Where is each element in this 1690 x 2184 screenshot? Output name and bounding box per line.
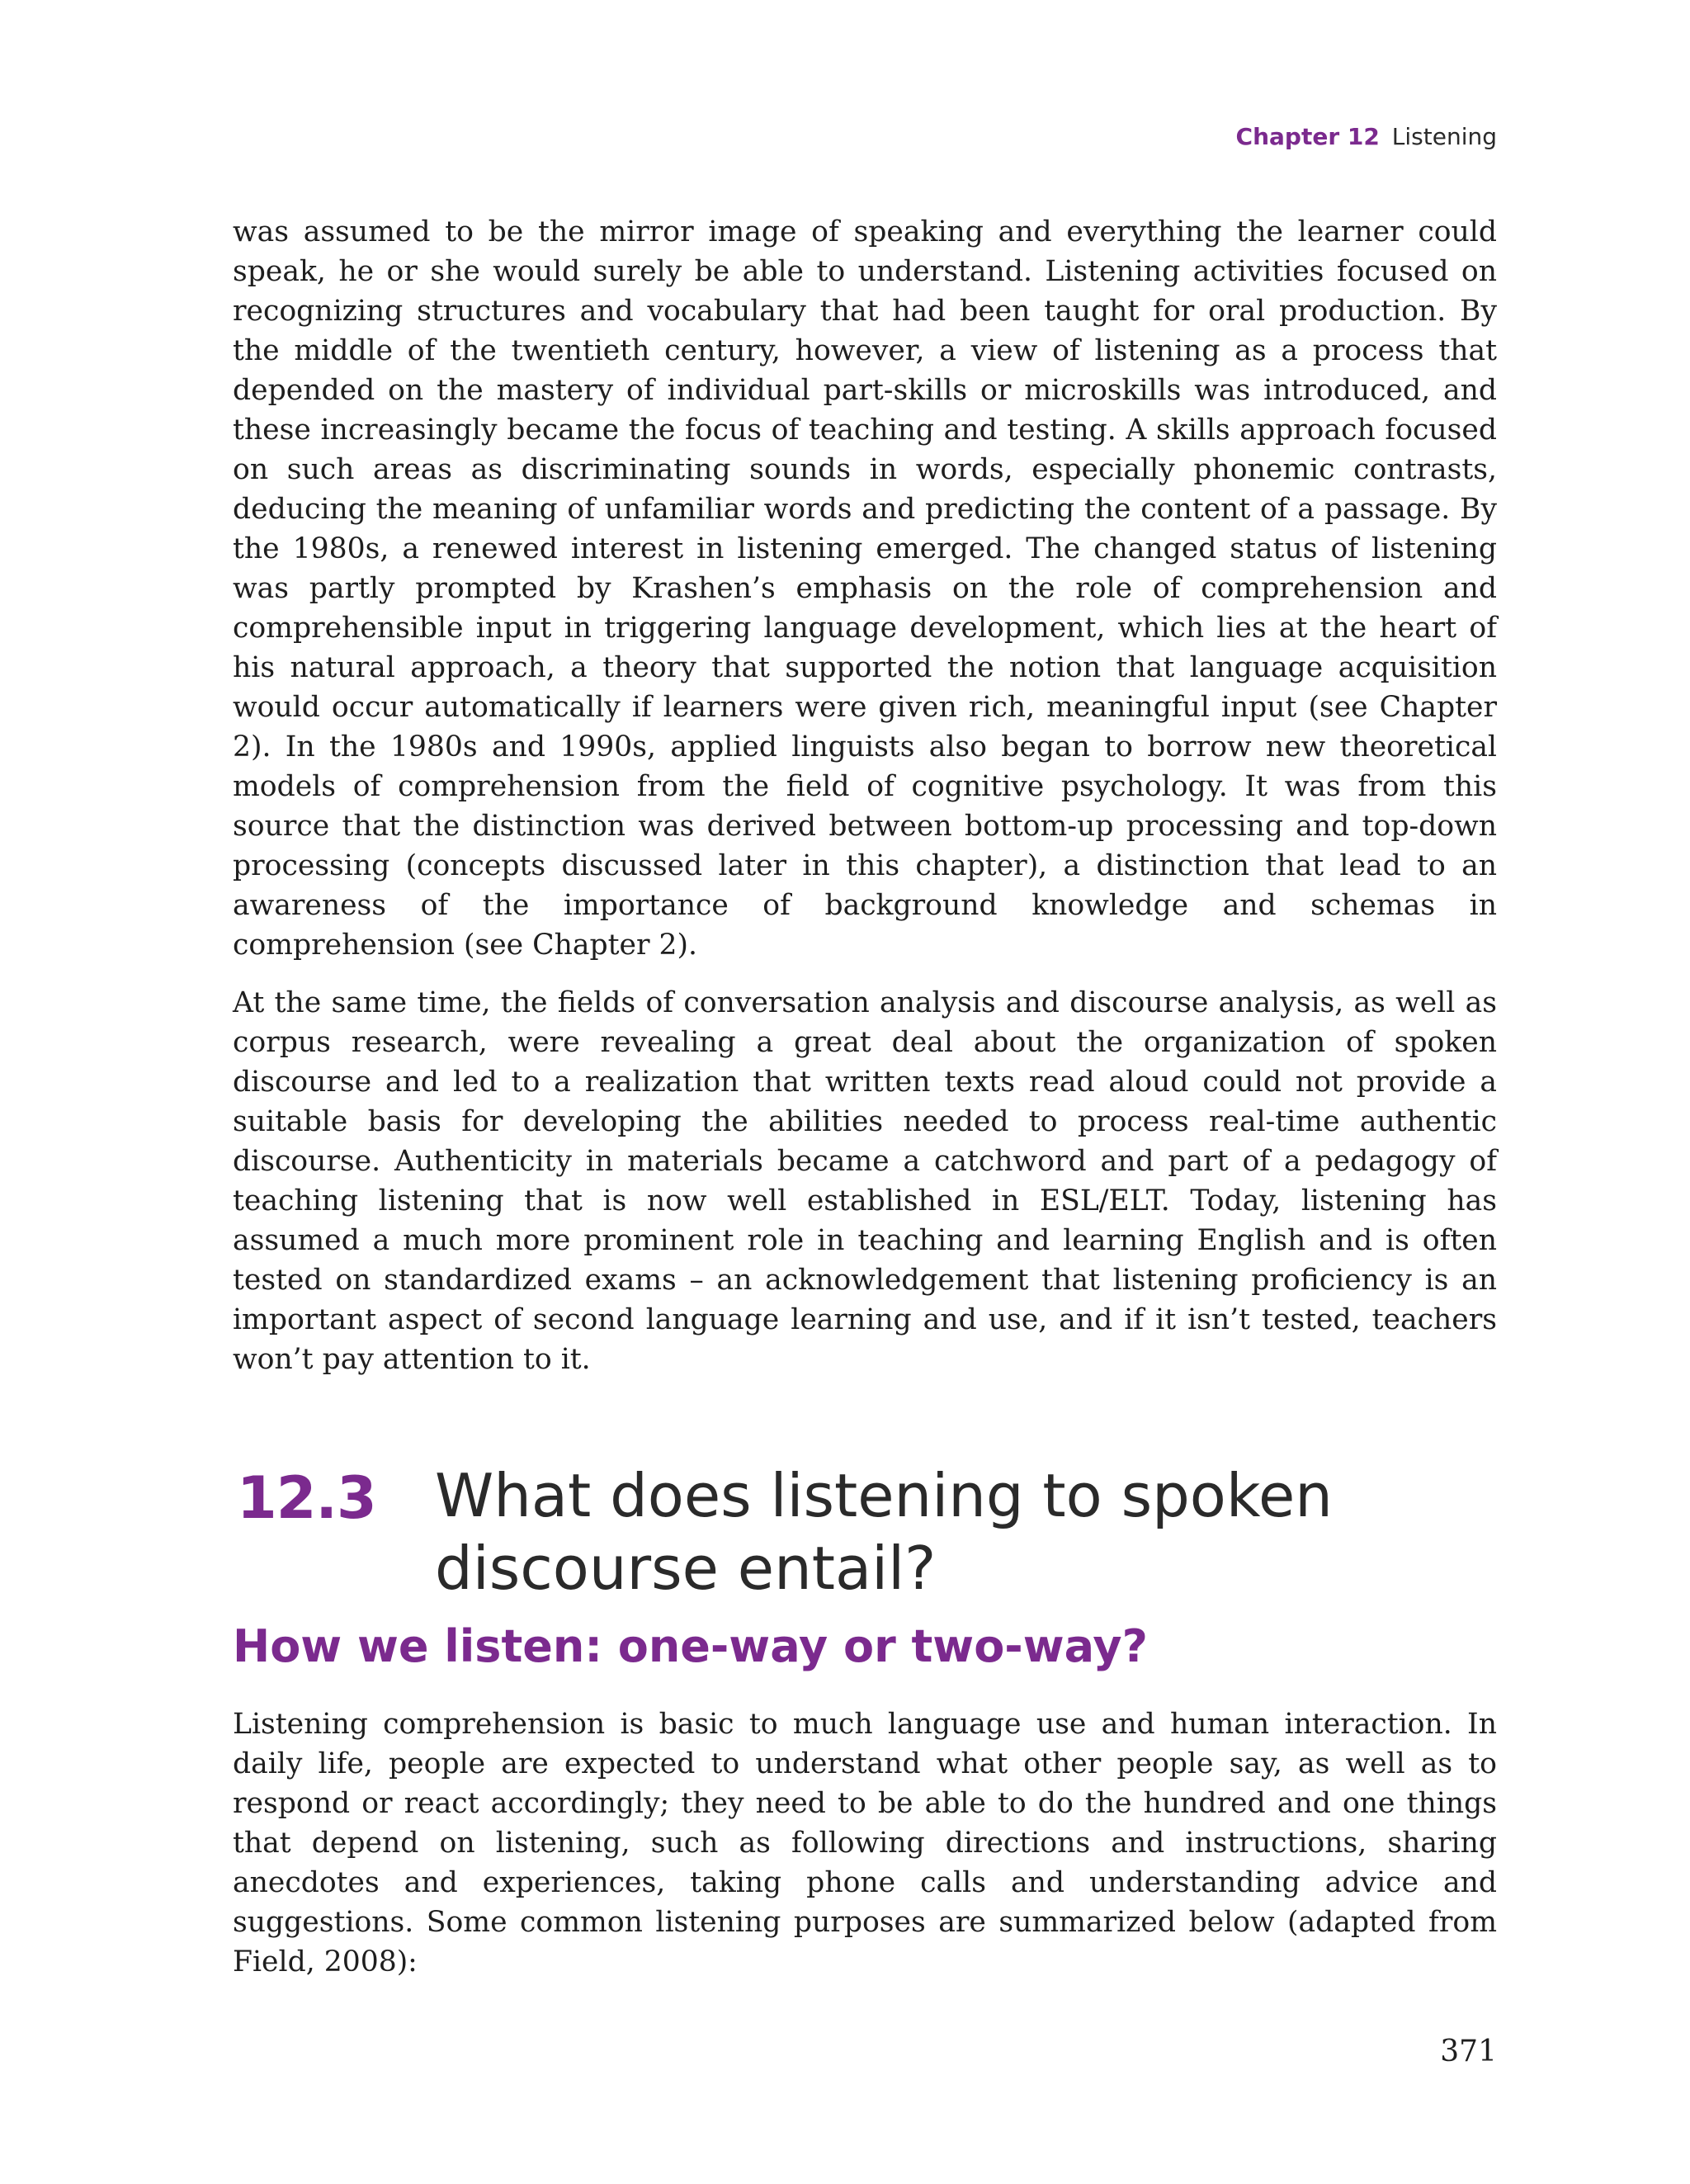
running-header	[1236, 125, 1497, 149]
page-number: 371	[1440, 2035, 1497, 2068]
section-body	[233, 1704, 1497, 1982]
section-title: What does listening to spoken discourse entail?	[435, 1461, 1333, 1603]
chapter-label: Chapter 12	[1235, 123, 1380, 150]
subheading: How we listen: one-way or two-way?	[233, 1620, 1148, 1672]
body-text	[233, 212, 1497, 1379]
section-paragraph: Listening comprehension is basic to much language use and human interaction. In daily life, people are expected to understand what other people say, as well as to respond or react accordingly; they need to be able to do the hundred and one things that depend on listening, such as following directions and instructions, sharing anecdotes and experiences, taking phone calls and understanding advice and suggestions. Some common listening purposes are summarized below (adapted from Field, 2008):	[233, 1708, 1497, 1978]
body-paragraph-2: At the same time, the fields of conversation analysis and discourse analysis, as well as corpus research, were revealing a great deal about the organization of spoken discourse and led to a realization that written texts read aloud could not provide a suitable basis for developing the abilities needed to process real-time authentic discourse. Authenticity in materials became a catchword and part of a pedagogy of teaching listening that is now well established in ESL/ELT. Today, listening has assumed a much more prominent role in teaching and learning English and is often tested on standardized exams – an acknowledgement that listening proficiency is an important aspect of second language learning and use, and if it isn’t tested, teachers won’t pay attention to it.	[233, 986, 1497, 1376]
body-paragraph-1: was assumed to be the mirror image of speaking and everything the learner could speak, he or she would surely be able to understand. Listening activities focused on recognizing structures and vocabulary that had been taught for oral production. By the middle of the twentieth century, however, a view of listening as a process that depended on the mastery of individual part-skills or microskills was introduced, and these increasingly became the focus of teaching and testing. A skills approach focused on such areas as discriminating sounds in words, especially phonemic contrasts, deducing the meaning of unfamiliar words and predicting the content of a passage. By the 1980s, a renewed interest in listening emerged. The changed status of listening was partly prompted by Krashen’s emphasis on the role of comprehension and comprehensible input in triggering language development, which lies at the heart of his natural approach, a theory that supported the notion that language acquisition would occur automatically if learners were given rich, meaningful input (see Chapter 2). In the 1980s and 1990s, applied linguists also began to borrow new theoretical models of comprehension from the field of cognitive psychology. It was from this source that the distinction was derived between bottom-up processing and top-down processing (concepts discussed later in this chapter), a distinction that lead to an awareness of the importance of background knowledge and schemas in comprehension (see Chapter 2).	[233, 215, 1497, 962]
chapter-title: Listening	[1391, 123, 1497, 150]
section-number: 12.3	[237, 1464, 376, 1532]
